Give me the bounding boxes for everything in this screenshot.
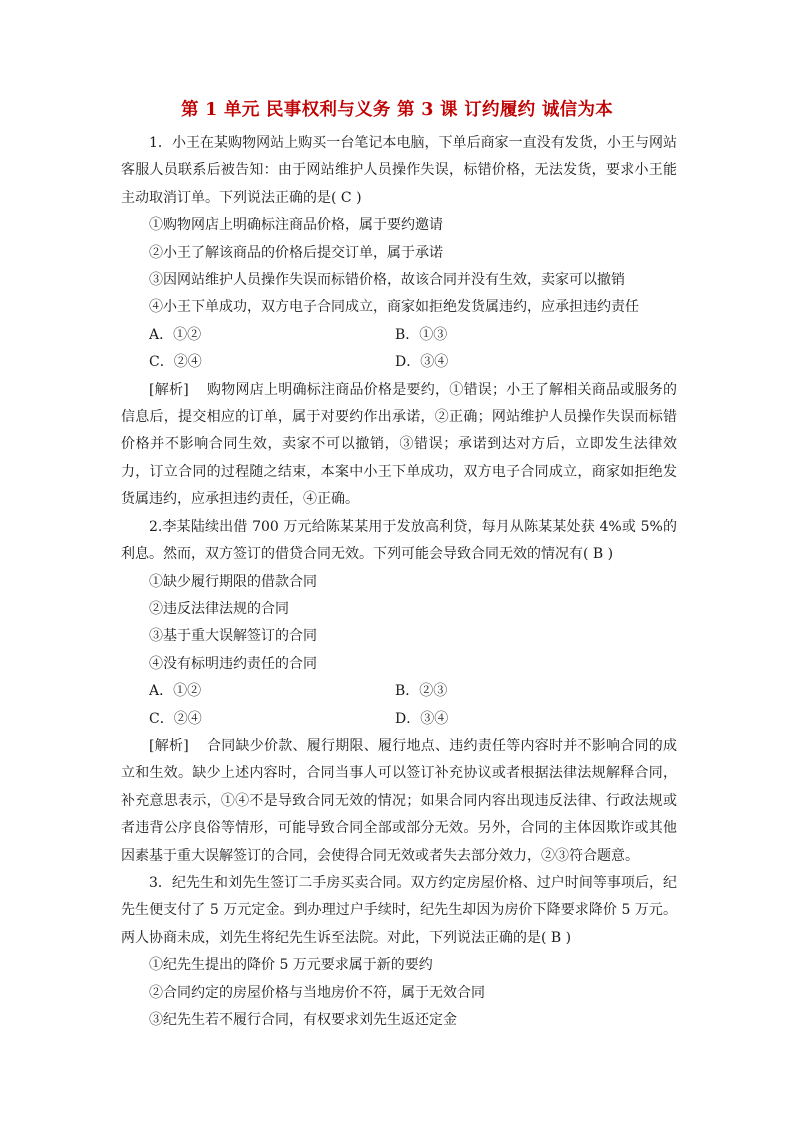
- question-1-stem: 1．小王在某购物网站上购买一台笔记本电脑，下单后商家一直没有发货，小王与网站客服人员联系后被告知：由于网站维护人员操作失误，标错价格，无法发货，要求小王能主动取消订单。下列说法正确的是( C ): [121, 135, 677, 206]
- q2-analysis-text: 合同缺少价款、履行期限、履行地点、违约责任等内容时并不影响合同的成立和生效。缺少上述内容时，合同当事人可以签订补充协议或者根据法律法规解释合同，补充意思表示，①④不是导致合同无效的情况；如果合同内容出现违反法律、行政法规或者违背公序良俗等情形，可能导致合同全部或部分无效。另外，合同的主体因欺诈或其他因素基于重大误解签订的合同，会使得合同无效或者失去部分效力，②③符合题意。: [121, 737, 677, 864]
- q1-choice-b: B．①③: [395, 326, 448, 343]
- q2-analysis-tag: [解析]: [149, 737, 189, 754]
- q3-statement-1: ①纪先生提出的降价 5 万元要求属于新的要约: [149, 957, 433, 974]
- q1-statement-4: ④小王下单成功，双方电子合同成立，商家如拒绝发货属违约，应承担违约责任: [149, 299, 639, 316]
- q2-statement-2: ②违反法律法规的合同: [149, 600, 289, 617]
- q1-choices-row-1: [121, 322, 677, 349]
- question-2-stem: 2.李某陆续出借 700 万元给陈某某用于发放高利贷，每月从陈某某处获 4%或 5%的利息。然而，双方签订的借贷合同无效。下列可能会导致合同无效的情况有( B ): [121, 518, 677, 563]
- q1-choice-a: A．①②: [149, 326, 202, 343]
- q2-choice-d: D．③④: [395, 710, 449, 727]
- q1-statement-3: ③因网站维护人员操作失误而标错价格，故该合同并没有生效，卖家可以撤销: [149, 272, 625, 289]
- q1-choice-d: D．③④: [395, 354, 449, 371]
- question-3-stem: 3．纪先生和刘先生签订二手房买卖合同。双方约定房屋价格、过户时间等事项后，纪先生便支付了 5 万元定金。到办理过户手续时，纪先生却因为房价下降要求降价 5 万元。两人协商未成，刘先生将纪先生诉至法院。对此，下列说法正确的是( B ): [121, 874, 677, 946]
- q3-statement-3: ③纪先生若不履行合同，有权要求刘先生返还定金: [149, 1012, 457, 1028]
- q2-choice-c: C．②④: [149, 710, 202, 727]
- q2-choice-b: B．②③: [395, 683, 448, 700]
- q1-analysis: [121, 377, 677, 514]
- q2-analysis: [121, 733, 677, 870]
- q2-statement-4: ④没有标明违约责任的合同: [149, 655, 317, 672]
- q1-statement-2: ②小王了解该商品的价格后提交订单，属于承诺: [149, 244, 443, 261]
- q2-choice-a: A．①②: [149, 683, 202, 700]
- q1-analysis-tag: [解析]: [149, 381, 189, 398]
- q1-analysis-text: 购物网店上明确标注商品价格是要约，①错误；小王了解相关商品或服务的信息后，提交相应的订单，属于对要约作出承诺，②正确；网站维护人员操作失误而标错价格并不影响合同生效，卖家不可以撤销，③错误；承诺到达对方后，立即发生法律效力，订立合同的过程随之结束，本案中小王下单成功，双方电子合同成立，商家如拒绝发货属违约，应承担违约责任，④正确。: [121, 381, 677, 508]
- q1-statement-1: ①购物网店上明确标注商品价格，属于要约邀请: [149, 217, 443, 234]
- q2-choices-row-1: [121, 678, 677, 705]
- q2-statement-1: ①缺少履行期限的借款合同: [149, 573, 317, 590]
- content-body: [121, 130, 677, 1034]
- q1-choices-row-2: [121, 349, 677, 376]
- q1-choice-c: C．②④: [149, 354, 202, 371]
- q2-choices-row-2: [121, 706, 677, 733]
- q3-statement-2: ②合同约定的房屋价格与当地房价不符，属于无效合同: [149, 984, 485, 1001]
- q2-statement-3: ③基于重大误解签订的合同: [149, 628, 317, 645]
- page-title: 第 1 单元 民事权利与义务 第 3 课 订约履约 诚信为本: [180, 100, 614, 120]
